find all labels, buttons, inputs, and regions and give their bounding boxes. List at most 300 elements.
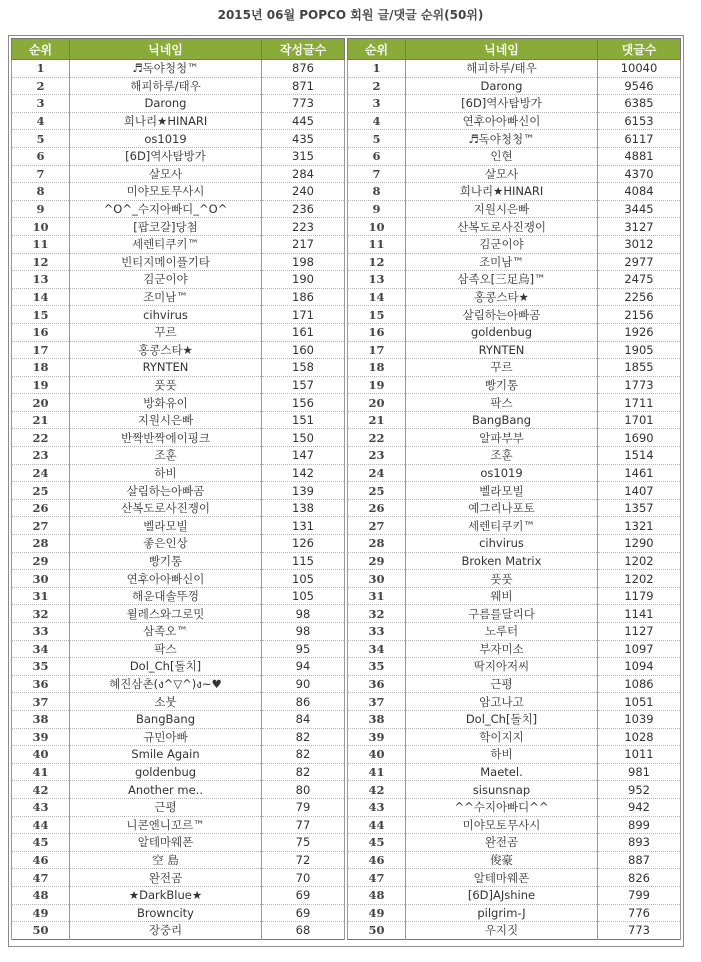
count-cell: 6117 bbox=[598, 130, 681, 148]
rank-cell: 14 bbox=[12, 288, 70, 306]
nickname-cell: ★DarkBlue★ bbox=[70, 886, 262, 904]
nickname-cell: 학이지지 bbox=[406, 728, 598, 746]
nickname-cell: 벨라모빌 bbox=[406, 482, 598, 500]
count-cell: 1690 bbox=[598, 429, 681, 447]
rank-cell: 37 bbox=[12, 693, 70, 711]
count-cell: 1141 bbox=[598, 605, 681, 623]
nickname-cell: RYNTEN bbox=[70, 359, 262, 377]
nickname-cell: 지원시은빠 bbox=[406, 200, 598, 218]
table-row bbox=[348, 60, 681, 78]
rank-cell: 1 bbox=[348, 60, 406, 78]
table-row bbox=[12, 834, 345, 852]
nickname-cell: os1019 bbox=[70, 130, 262, 148]
nickname-cell: 지원시은빠 bbox=[70, 411, 262, 429]
rank-cell: 34 bbox=[348, 640, 406, 658]
table-row bbox=[12, 95, 345, 113]
table-row bbox=[348, 728, 681, 746]
count-cell: 1127 bbox=[598, 623, 681, 641]
table-row bbox=[12, 922, 345, 940]
rank-cell: 44 bbox=[348, 816, 406, 834]
table-row bbox=[348, 183, 681, 201]
count-cell: 68 bbox=[262, 922, 345, 940]
table-row bbox=[348, 710, 681, 728]
table-row bbox=[12, 499, 345, 517]
nickname-cell: 조훈 bbox=[70, 447, 262, 465]
rank-cell: 17 bbox=[12, 341, 70, 359]
nickname-cell: Darong bbox=[406, 77, 598, 95]
count-cell: 171 bbox=[262, 306, 345, 324]
rank-cell: 34 bbox=[12, 640, 70, 658]
nickname-cell: 세렌티쿠키™ bbox=[406, 517, 598, 535]
nickname-cell: 해피하루/태우 bbox=[406, 60, 598, 78]
nickname-cell: 딱지아저씨 bbox=[406, 658, 598, 676]
nickname-cell: [6D]AJshine bbox=[406, 886, 598, 904]
table-row bbox=[348, 218, 681, 236]
rank-cell: 49 bbox=[348, 904, 406, 922]
nickname-cell: 빈티지메이플기타 bbox=[70, 253, 262, 271]
table-row bbox=[348, 517, 681, 535]
table-row bbox=[348, 605, 681, 623]
nickname-cell: 해피하루/태우 bbox=[70, 77, 262, 95]
table-row bbox=[348, 763, 681, 781]
rank-cell: 30 bbox=[12, 570, 70, 588]
table-row bbox=[348, 640, 681, 658]
table-row bbox=[348, 77, 681, 95]
nickname-cell: 노루터 bbox=[406, 623, 598, 641]
nickname-cell: 살림하는아빠곰 bbox=[70, 482, 262, 500]
nickname-cell: 팍스 bbox=[406, 394, 598, 412]
count-cell: 142 bbox=[262, 464, 345, 482]
table-row bbox=[12, 288, 345, 306]
nickname-cell: 해운대솔뚜껑 bbox=[70, 587, 262, 605]
count-cell: 98 bbox=[262, 605, 345, 623]
count-cell: 82 bbox=[262, 746, 345, 764]
count-cell: 899 bbox=[598, 816, 681, 834]
nickname-cell: 부자미소 bbox=[406, 640, 598, 658]
rank-cell: 38 bbox=[348, 710, 406, 728]
table-row bbox=[12, 464, 345, 482]
nickname-cell: [6D]역사탐방가 bbox=[406, 95, 598, 113]
rank-cell: 29 bbox=[12, 552, 70, 570]
posts-table-body bbox=[12, 60, 345, 940]
count-cell: 1011 bbox=[598, 746, 681, 764]
table-row bbox=[12, 763, 345, 781]
table-row bbox=[348, 623, 681, 641]
rank-cell: 5 bbox=[12, 130, 70, 148]
count-cell: 151 bbox=[262, 411, 345, 429]
table-row bbox=[12, 710, 345, 728]
count-cell: 2475 bbox=[598, 271, 681, 289]
table-row bbox=[348, 447, 681, 465]
rank-cell: 14 bbox=[348, 288, 406, 306]
count-cell: 826 bbox=[598, 869, 681, 887]
count-cell: 1926 bbox=[598, 323, 681, 341]
nickname-cell: 희나리★HINARI bbox=[406, 183, 598, 201]
rank-cell: 24 bbox=[12, 464, 70, 482]
nickname-cell: Dol_Ch[돌치] bbox=[70, 658, 262, 676]
table-row bbox=[348, 658, 681, 676]
rank-cell: 6 bbox=[12, 147, 70, 165]
table-row bbox=[12, 798, 345, 816]
nickname-cell: 우지짓 bbox=[406, 922, 598, 940]
nickname-cell: 연후아아빠신이 bbox=[406, 112, 598, 130]
table-row bbox=[348, 359, 681, 377]
nickname-cell: 미야모토무사시 bbox=[70, 183, 262, 201]
nickname-cell: 근평 bbox=[406, 675, 598, 693]
rank-cell: 11 bbox=[348, 235, 406, 253]
header-rank: 순위 bbox=[348, 39, 406, 60]
comments-ranking-panel bbox=[347, 38, 680, 940]
table-row bbox=[12, 253, 345, 271]
nickname-cell: cihvirus bbox=[70, 306, 262, 324]
table-row bbox=[12, 640, 345, 658]
count-cell: 138 bbox=[262, 499, 345, 517]
table-row bbox=[348, 904, 681, 922]
table-row bbox=[12, 271, 345, 289]
nickname-cell: 암고나고 bbox=[406, 693, 598, 711]
table-row bbox=[12, 869, 345, 887]
rank-cell: 39 bbox=[12, 728, 70, 746]
nickname-cell: 규민아빠 bbox=[70, 728, 262, 746]
rank-cell: 35 bbox=[12, 658, 70, 676]
table-row bbox=[12, 851, 345, 869]
rank-cell: 2 bbox=[12, 77, 70, 95]
rank-cell: 43 bbox=[12, 798, 70, 816]
table-row bbox=[12, 570, 345, 588]
rank-cell: 10 bbox=[348, 218, 406, 236]
table-row bbox=[348, 464, 681, 482]
rank-cell: 29 bbox=[348, 552, 406, 570]
rank-cell: 30 bbox=[348, 570, 406, 588]
count-cell: 69 bbox=[262, 904, 345, 922]
table-row bbox=[12, 517, 345, 535]
nickname-cell: 꾸르 bbox=[70, 323, 262, 341]
nickname-cell: goldenbug bbox=[70, 763, 262, 781]
rank-cell: 16 bbox=[348, 323, 406, 341]
count-cell: 1461 bbox=[598, 464, 681, 482]
table-row bbox=[12, 482, 345, 500]
count-cell: 105 bbox=[262, 570, 345, 588]
header-nickname: 닉네임 bbox=[70, 39, 262, 60]
rank-cell: 31 bbox=[12, 587, 70, 605]
count-cell: 871 bbox=[262, 77, 345, 95]
table-row bbox=[348, 271, 681, 289]
comments-table-body bbox=[348, 60, 681, 940]
rank-cell: 21 bbox=[12, 411, 70, 429]
table-row bbox=[348, 288, 681, 306]
count-cell: 1407 bbox=[598, 482, 681, 500]
rank-cell: 33 bbox=[12, 623, 70, 641]
nickname-cell: 조훈 bbox=[406, 447, 598, 465]
rank-cell: 1 bbox=[12, 60, 70, 78]
nickname-cell: 빵기통 bbox=[70, 552, 262, 570]
nickname-cell: 알테마웨폰 bbox=[406, 869, 598, 887]
count-cell: 1097 bbox=[598, 640, 681, 658]
nickname-cell: 구름를달리다 bbox=[406, 605, 598, 623]
count-cell: 3012 bbox=[598, 235, 681, 253]
rank-cell: 39 bbox=[348, 728, 406, 746]
nickname-cell: 완전곰 bbox=[70, 869, 262, 887]
nickname-cell: 팍스 bbox=[70, 640, 262, 658]
count-cell: 887 bbox=[598, 851, 681, 869]
table-row bbox=[12, 429, 345, 447]
rank-cell: 3 bbox=[348, 95, 406, 113]
count-cell: 1179 bbox=[598, 587, 681, 605]
count-cell: 6153 bbox=[598, 112, 681, 130]
count-cell: 186 bbox=[262, 288, 345, 306]
count-cell: 2256 bbox=[598, 288, 681, 306]
page-title: 2015년 06월 POPCO 회원 글/댓글 순위(50위) bbox=[217, 8, 484, 22]
table-row bbox=[348, 306, 681, 324]
nickname-cell: RYNTEN bbox=[406, 341, 598, 359]
table-row bbox=[12, 112, 345, 130]
count-cell: 2156 bbox=[598, 306, 681, 324]
count-cell: 1202 bbox=[598, 570, 681, 588]
table-row bbox=[12, 746, 345, 764]
nickname-cell: 연후아아빠신이 bbox=[70, 570, 262, 588]
rank-cell: 32 bbox=[12, 605, 70, 623]
table-row bbox=[12, 235, 345, 253]
header-post-count: 작성글수 bbox=[262, 39, 345, 60]
rank-cell: 13 bbox=[12, 271, 70, 289]
nickname-cell: 예그리나포토 bbox=[406, 499, 598, 517]
count-cell: 4084 bbox=[598, 183, 681, 201]
table-row bbox=[12, 552, 345, 570]
table-row bbox=[348, 834, 681, 852]
table-row bbox=[12, 165, 345, 183]
nickname-cell: 하비 bbox=[70, 464, 262, 482]
nickname-cell: goldenbug bbox=[406, 323, 598, 341]
table-row bbox=[348, 323, 681, 341]
count-cell: 240 bbox=[262, 183, 345, 201]
count-cell: 79 bbox=[262, 798, 345, 816]
count-cell: 158 bbox=[262, 359, 345, 377]
nickname-cell: 하비 bbox=[406, 746, 598, 764]
rank-cell: 37 bbox=[348, 693, 406, 711]
nickname-cell: 희나리★HINARI bbox=[70, 112, 262, 130]
posts-ranking-panel bbox=[11, 38, 344, 940]
table-row bbox=[12, 183, 345, 201]
table-row bbox=[12, 605, 345, 623]
count-cell: 1514 bbox=[598, 447, 681, 465]
nickname-cell: 空 島 bbox=[70, 851, 262, 869]
table-row bbox=[348, 535, 681, 553]
nickname-cell: ^O^_수지아빠디_^O^ bbox=[70, 200, 262, 218]
nickname-cell: 장중리 bbox=[70, 922, 262, 940]
nickname-cell: BangBang bbox=[70, 710, 262, 728]
nickname-cell: 조미남™ bbox=[406, 253, 598, 271]
rank-cell: 21 bbox=[348, 411, 406, 429]
count-cell: 98 bbox=[262, 623, 345, 641]
count-cell: 773 bbox=[598, 922, 681, 940]
nickname-cell: 미야모토무사시 bbox=[406, 816, 598, 834]
rank-cell: 22 bbox=[348, 429, 406, 447]
table-row bbox=[348, 411, 681, 429]
rank-cell: 9 bbox=[348, 200, 406, 218]
rank-cell: 50 bbox=[12, 922, 70, 940]
rank-cell: 12 bbox=[12, 253, 70, 271]
table-row bbox=[12, 376, 345, 394]
nickname-cell: 알테마웨폰 bbox=[70, 834, 262, 852]
rank-cell: 7 bbox=[348, 165, 406, 183]
nickname-cell: Smile Again bbox=[70, 746, 262, 764]
table-row bbox=[12, 200, 345, 218]
table-row bbox=[12, 341, 345, 359]
count-cell: 776 bbox=[598, 904, 681, 922]
nickname-cell: 삼족오[三足烏]™ bbox=[406, 271, 598, 289]
rank-cell: 43 bbox=[348, 798, 406, 816]
nickname-cell: BangBang bbox=[406, 411, 598, 429]
rank-cell: 25 bbox=[348, 482, 406, 500]
count-cell: 139 bbox=[262, 482, 345, 500]
rank-cell: 23 bbox=[12, 447, 70, 465]
nickname-cell: Dol_Ch[돌치] bbox=[406, 710, 598, 728]
table-row bbox=[348, 235, 681, 253]
rank-cell: 47 bbox=[348, 869, 406, 887]
nickname-cell: 살림하는아빠곰 bbox=[406, 306, 598, 324]
table-row bbox=[12, 394, 345, 412]
count-cell: 435 bbox=[262, 130, 345, 148]
count-cell: 236 bbox=[262, 200, 345, 218]
rank-cell: 46 bbox=[12, 851, 70, 869]
count-cell: 115 bbox=[262, 552, 345, 570]
rank-cell: 28 bbox=[12, 535, 70, 553]
count-cell: 94 bbox=[262, 658, 345, 676]
count-cell: 147 bbox=[262, 447, 345, 465]
rank-cell: 20 bbox=[348, 394, 406, 412]
rank-cell: 36 bbox=[348, 675, 406, 693]
rank-cell: 5 bbox=[348, 130, 406, 148]
nickname-cell: Browncity bbox=[70, 904, 262, 922]
nickname-cell: ♬독야청청™ bbox=[406, 130, 598, 148]
rank-cell: 6 bbox=[348, 147, 406, 165]
count-cell: 1905 bbox=[598, 341, 681, 359]
nickname-cell: 반짝반짝에이핑크 bbox=[70, 429, 262, 447]
table-row bbox=[348, 394, 681, 412]
rank-cell: 9 bbox=[12, 200, 70, 218]
nickname-cell: 웨비 bbox=[406, 587, 598, 605]
rank-cell: 47 bbox=[12, 869, 70, 887]
nickname-cell: [팝코갈]당첨 bbox=[70, 218, 262, 236]
rank-cell: 17 bbox=[348, 341, 406, 359]
rank-cell: 49 bbox=[12, 904, 70, 922]
rank-cell: 16 bbox=[12, 323, 70, 341]
count-cell: 150 bbox=[262, 429, 345, 447]
count-cell: 315 bbox=[262, 147, 345, 165]
table-row bbox=[348, 886, 681, 904]
count-cell: 90 bbox=[262, 675, 345, 693]
rank-cell: 28 bbox=[348, 535, 406, 553]
nickname-cell: 삼족오™ bbox=[70, 623, 262, 641]
nickname-cell: 소붓 bbox=[70, 693, 262, 711]
count-cell: 445 bbox=[262, 112, 345, 130]
count-cell: 1357 bbox=[598, 499, 681, 517]
rank-cell: 15 bbox=[348, 306, 406, 324]
nickname-cell: 니콘엔니꼬르™ bbox=[70, 816, 262, 834]
count-cell: 1202 bbox=[598, 552, 681, 570]
count-cell: 4881 bbox=[598, 147, 681, 165]
count-cell: 84 bbox=[262, 710, 345, 728]
rank-cell: 26 bbox=[348, 499, 406, 517]
table-row bbox=[348, 922, 681, 940]
table-row bbox=[12, 675, 345, 693]
table-row bbox=[12, 587, 345, 605]
rank-cell: 45 bbox=[12, 834, 70, 852]
table-row bbox=[12, 218, 345, 236]
count-cell: 1039 bbox=[598, 710, 681, 728]
nickname-cell: 근평 bbox=[70, 798, 262, 816]
table-row bbox=[12, 77, 345, 95]
table-row bbox=[12, 130, 345, 148]
rank-cell: 35 bbox=[348, 658, 406, 676]
nickname-cell: 인현 bbox=[406, 147, 598, 165]
rank-cell: 20 bbox=[12, 394, 70, 412]
nickname-cell: Maetel. bbox=[406, 763, 598, 781]
rank-cell: 41 bbox=[12, 763, 70, 781]
count-cell: 126 bbox=[262, 535, 345, 553]
table-row bbox=[348, 112, 681, 130]
posts-ranking-table bbox=[11, 38, 345, 940]
rank-cell: 40 bbox=[348, 746, 406, 764]
count-cell: 981 bbox=[598, 763, 681, 781]
table-header-row bbox=[348, 39, 681, 60]
count-cell: 70 bbox=[262, 869, 345, 887]
rank-cell: 41 bbox=[348, 763, 406, 781]
rank-cell: 48 bbox=[12, 886, 70, 904]
rank-cell: 18 bbox=[348, 359, 406, 377]
nickname-cell: 윌레스와그로밋 bbox=[70, 605, 262, 623]
count-cell: 82 bbox=[262, 763, 345, 781]
nickname-cell: 풋풋 bbox=[406, 570, 598, 588]
table-row bbox=[348, 200, 681, 218]
count-cell: 773 bbox=[262, 95, 345, 113]
count-cell: 876 bbox=[262, 60, 345, 78]
rank-cell: 19 bbox=[348, 376, 406, 394]
table-row bbox=[348, 165, 681, 183]
table-row bbox=[12, 693, 345, 711]
rank-cell: 42 bbox=[12, 781, 70, 799]
rank-cell: 25 bbox=[12, 482, 70, 500]
count-cell: 105 bbox=[262, 587, 345, 605]
count-cell: 1028 bbox=[598, 728, 681, 746]
rank-cell: 36 bbox=[12, 675, 70, 693]
table-row bbox=[348, 482, 681, 500]
nickname-cell: 홍콩스타★ bbox=[70, 341, 262, 359]
nickname-cell: 빵기통 bbox=[406, 376, 598, 394]
table-row bbox=[348, 570, 681, 588]
nickname-cell: cihvirus bbox=[406, 535, 598, 553]
table-row bbox=[348, 781, 681, 799]
table-row bbox=[12, 728, 345, 746]
table-row bbox=[348, 376, 681, 394]
table-row bbox=[12, 147, 345, 165]
table-row bbox=[348, 587, 681, 605]
count-cell: 942 bbox=[598, 798, 681, 816]
rank-cell: 24 bbox=[348, 464, 406, 482]
nickname-cell: 살모사 bbox=[70, 165, 262, 183]
rank-cell: 18 bbox=[12, 359, 70, 377]
table-row bbox=[348, 552, 681, 570]
nickname-cell: 알파부부 bbox=[406, 429, 598, 447]
table-row bbox=[348, 798, 681, 816]
count-cell: 2977 bbox=[598, 253, 681, 271]
table-row bbox=[348, 675, 681, 693]
nickname-cell: 벨라모빌 bbox=[70, 517, 262, 535]
rank-cell: 38 bbox=[12, 710, 70, 728]
count-cell: 799 bbox=[598, 886, 681, 904]
rank-cell: 7 bbox=[12, 165, 70, 183]
rank-cell: 19 bbox=[12, 376, 70, 394]
